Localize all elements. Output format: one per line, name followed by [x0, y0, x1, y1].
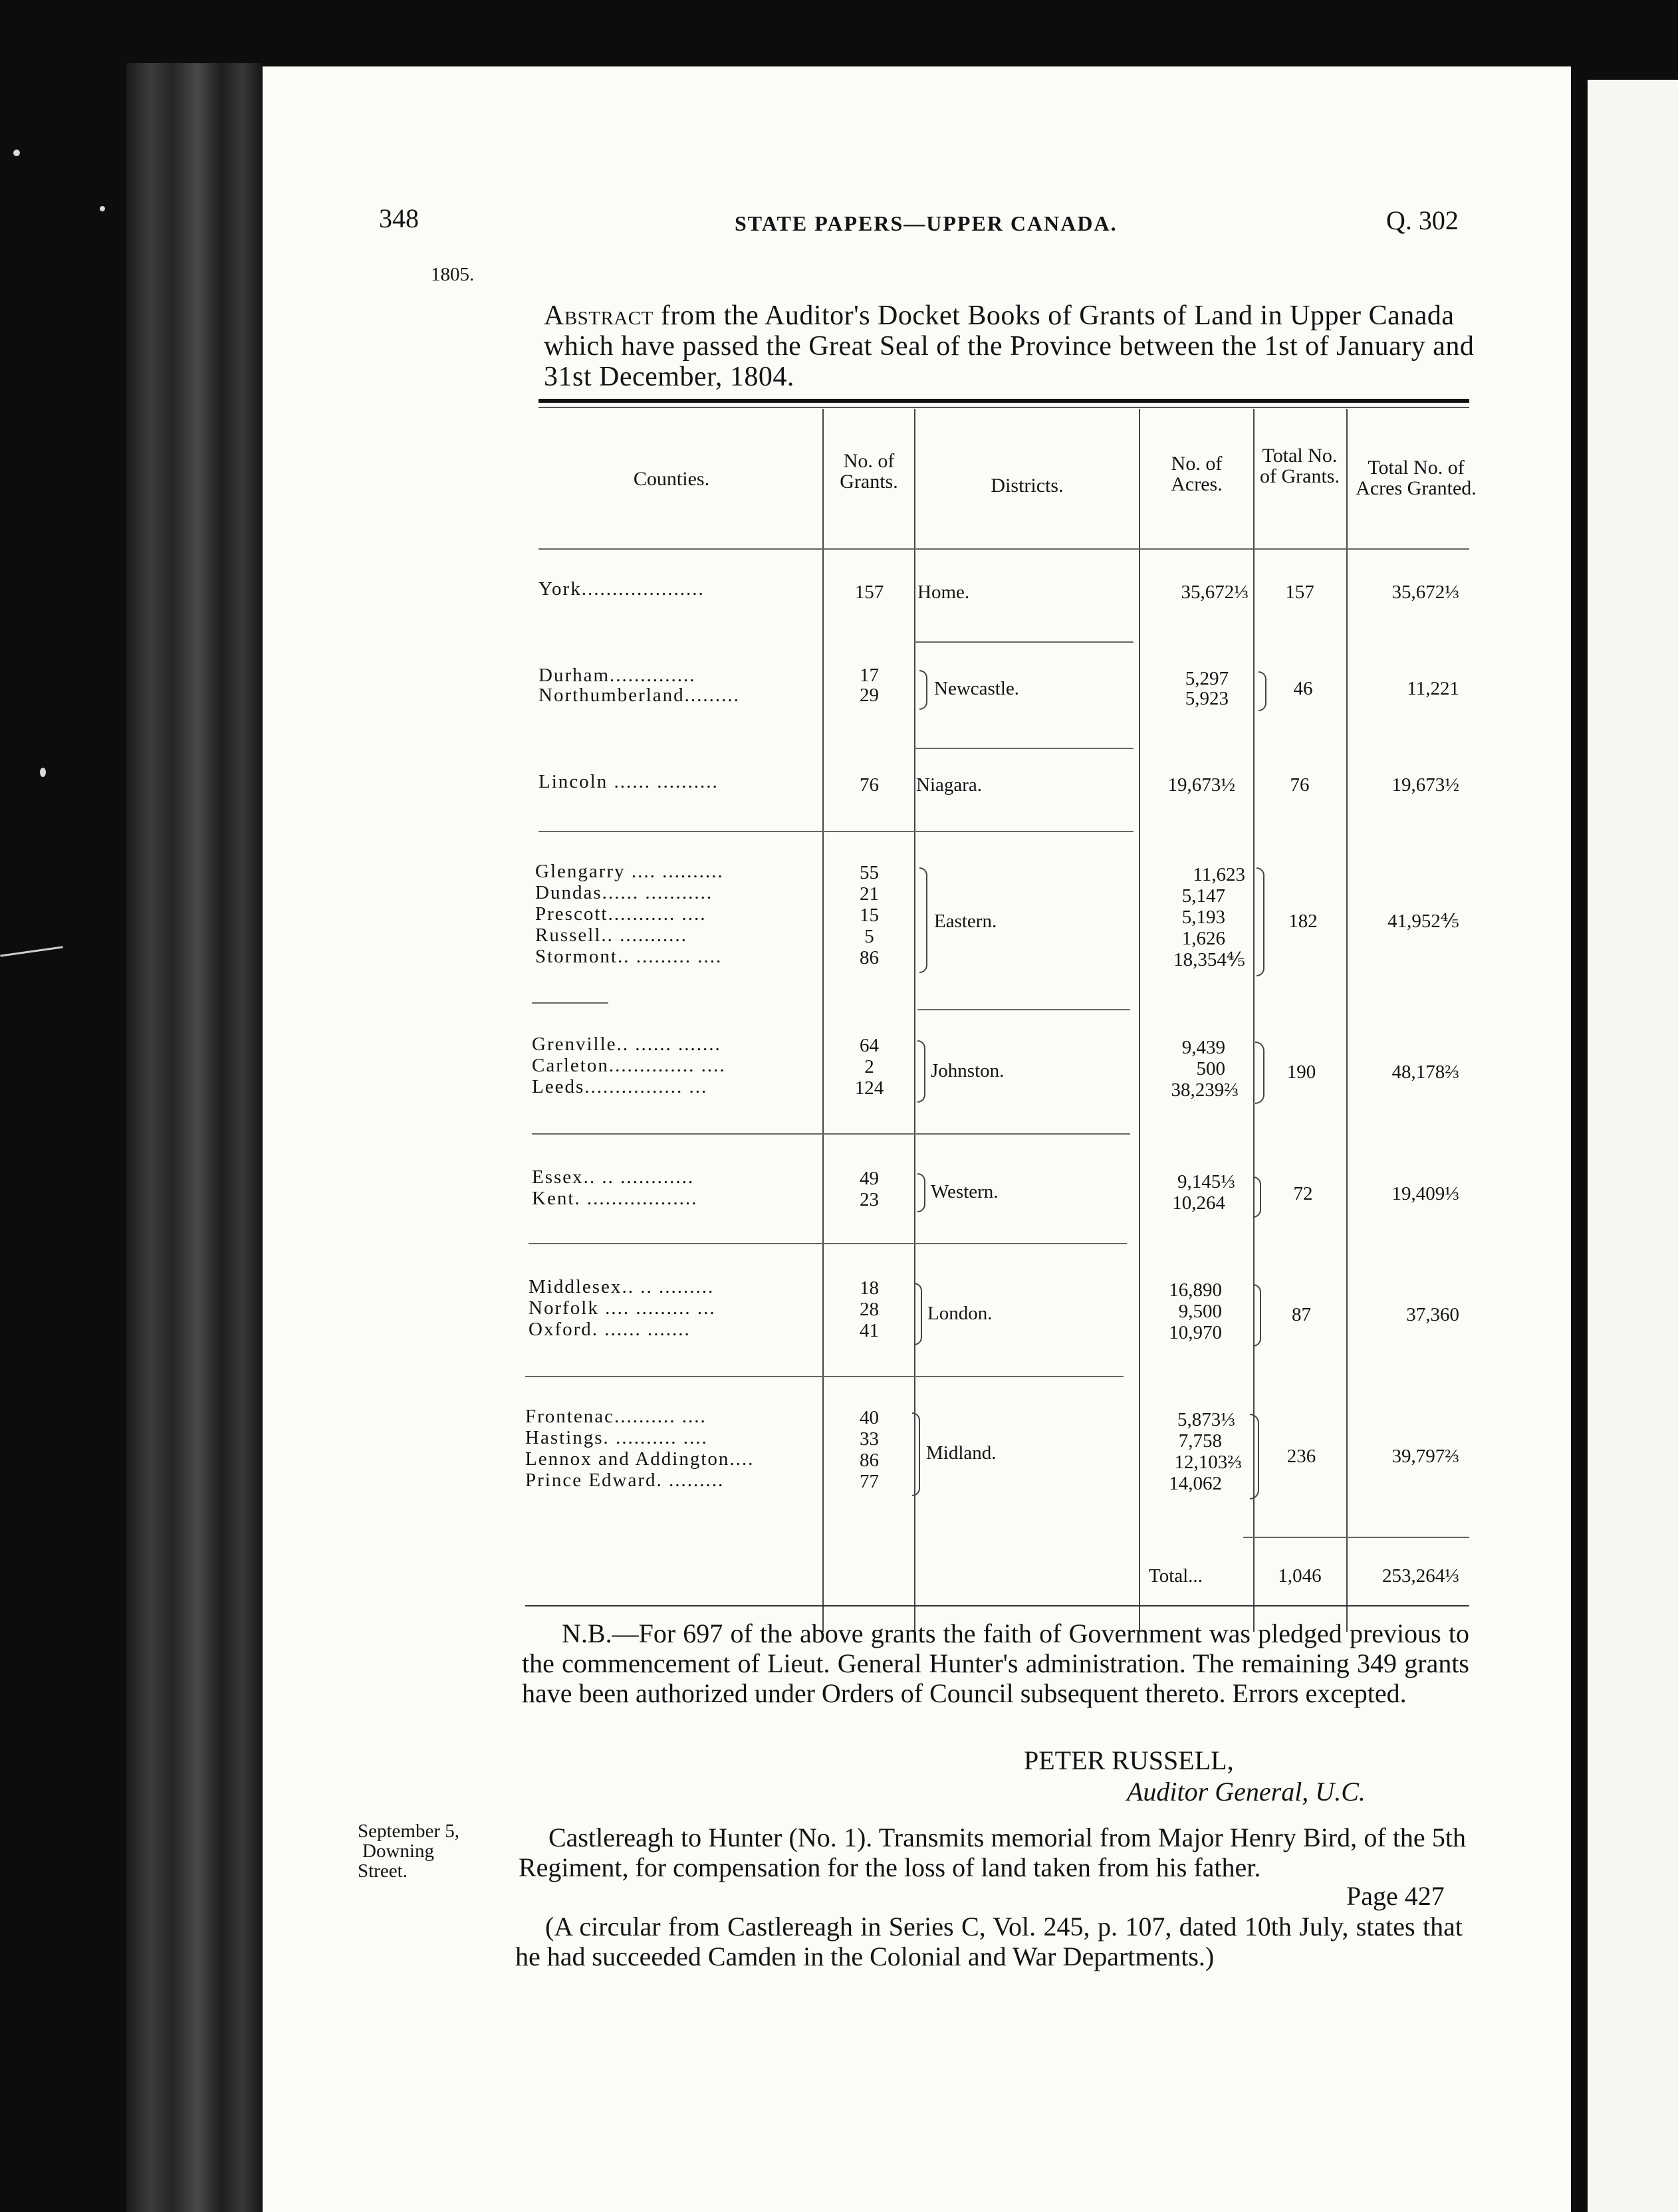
group-rule: [532, 1002, 608, 1004]
county-acres: 14,062: [1169, 1473, 1222, 1494]
district-name: Niagara.: [916, 774, 983, 796]
district-name: Eastern.: [934, 911, 997, 932]
document-reference: Q. 302: [1386, 205, 1459, 235]
header-grants: No. of Grants.: [840, 450, 898, 493]
group-total-acres: 41,952⅘: [1387, 911, 1459, 932]
book-spine: [126, 63, 263, 2212]
group-total-acres: 19,409⅓: [1391, 1183, 1459, 1204]
county-acres: 7,758: [1178, 1430, 1222, 1452]
county-grants: 40: [860, 1407, 879, 1428]
county-acres: 5,193: [1181, 907, 1225, 928]
county-label: Norfolk: [529, 1297, 599, 1319]
header-acres: No. of Acres.: [1171, 453, 1223, 495]
county-acres: 9,145⅓: [1177, 1171, 1235, 1192]
district-brace: [919, 867, 927, 973]
group-total-acres: 48,178⅔: [1391, 1061, 1459, 1083]
county-grants: 55: [860, 862, 879, 883]
abstract-heading: [544, 300, 1481, 392]
margin-date: September 5,: [358, 1821, 460, 1842]
column-rule: [1139, 409, 1140, 1632]
group-total-grants: 157: [1285, 582, 1314, 603]
county-grants: 64: [860, 1035, 879, 1056]
group-total-acres: 19,673½: [1391, 774, 1459, 796]
total-label: Total...: [1149, 1565, 1203, 1587]
county-acres: 11,623: [1193, 864, 1245, 885]
county-name: Northumberland.........: [539, 685, 740, 706]
page-number: 348: [379, 203, 419, 233]
group-total-grants: 87: [1292, 1304, 1311, 1325]
page-reference: Page 427: [1346, 1881, 1445, 1911]
group-total-grants: 46: [1293, 678, 1313, 699]
header-rule: [539, 548, 1469, 550]
county-label: Carleton: [532, 1055, 609, 1076]
county-label: Prince Edward: [525, 1470, 657, 1491]
county-name: Lennox and Addington....: [525, 1448, 755, 1470]
county-name: Leeds................ ...: [532, 1076, 708, 1097]
group-total-grants: 236: [1286, 1446, 1316, 1467]
signature-title: Auditor General, U.C.: [1127, 1777, 1366, 1807]
circular-note: (A circular from Castlereagh in Series C, Vol. 245, p. 107, dated 10th July, states that he had succeeded Camden in the Colonial and War Departments.): [515, 1912, 1463, 1971]
group-total-acres: 35,672⅓: [1391, 582, 1459, 603]
county-acres: 19,673½: [1167, 774, 1235, 796]
county-name: Oxford. ...... .......: [529, 1319, 691, 1340]
county-acres: 16,890: [1169, 1279, 1222, 1301]
district-brace: [917, 1040, 925, 1103]
adjacent-page-edge: [1588, 80, 1678, 2212]
county-name: Prince Edward. .........: [525, 1470, 725, 1491]
county-acres: 5,297: [1185, 668, 1229, 689]
margin-place: Downing: [362, 1840, 434, 1862]
group-rule: [529, 1243, 1127, 1244]
county-label: Northumberland: [539, 685, 685, 706]
county-label: Lennox and Addington: [525, 1448, 730, 1470]
entry-text: Castlereagh to Hunter (No. 1). Transmits memorial from Major Henry Bird, of the 5th Regiment, for compensation for the loss of land taken from his father.: [519, 1823, 1466, 1882]
county-name: Hastings. .......... ....: [525, 1427, 708, 1448]
county-name: Essex.. .. ............: [532, 1166, 695, 1188]
county-label: Dundas: [535, 882, 602, 903]
county-name: Russell.. ...........: [535, 925, 687, 946]
county-acres: 12,103⅔: [1174, 1452, 1242, 1473]
county-label: Oxford: [529, 1319, 592, 1340]
header-total-grants: Total No. of Grants.: [1260, 445, 1340, 487]
abstract-lead: Abstract: [544, 300, 654, 331]
county-grants: 49: [860, 1168, 879, 1189]
group-rule: [914, 748, 1134, 749]
county-grants: 28: [860, 1299, 879, 1320]
county-label: Durham: [539, 665, 610, 686]
header-districts: Districts.: [991, 475, 1064, 497]
district-name: Newcastle.: [934, 678, 1020, 699]
column-rule: [1346, 409, 1348, 1632]
county-acres: 38,239⅔: [1171, 1079, 1239, 1101]
acres-brace: [1253, 1176, 1261, 1218]
group-rule: [917, 1009, 1130, 1010]
county-label: Kent: [532, 1188, 575, 1209]
county-label: Grenville: [532, 1034, 617, 1055]
running-title: STATE PAPERS—UPPER CANADA.: [735, 211, 1118, 235]
district-name: Western.: [931, 1181, 999, 1202]
county-acres: 9,500: [1178, 1301, 1222, 1322]
county-label: Stormont: [535, 946, 618, 967]
scan-speck: [13, 150, 20, 156]
group-total-acres: 37,360: [1406, 1304, 1459, 1325]
county-acres: 10,264: [1172, 1192, 1225, 1214]
header-counties: Counties.: [633, 468, 710, 490]
group-rule: [539, 831, 1134, 832]
county-acres: 5,923: [1185, 688, 1229, 709]
total-rule: [1243, 1537, 1469, 1538]
county-label: Lincoln: [539, 771, 608, 792]
county-name: Durham..............: [539, 665, 696, 686]
group-total-grants: 72: [1293, 1183, 1313, 1204]
county-name: Prescott........... ....: [535, 903, 707, 925]
group-rule: [532, 1133, 1130, 1135]
county-grants: 21: [860, 883, 879, 905]
header-total-acres: Total No. of Acres Granted.: [1356, 457, 1477, 499]
county-label: Middlesex: [529, 1276, 622, 1297]
county-grants: 33: [860, 1428, 879, 1450]
county-grants: 15: [860, 905, 879, 926]
county-acres: 5,873⅓: [1177, 1409, 1235, 1430]
group-rule: [525, 1376, 1124, 1377]
county-name: Stormont.. ......... ....: [535, 946, 723, 967]
county-name: Grenville.. ...... .......: [532, 1034, 721, 1055]
nb-note: N.B.—For 697 of the above grants the faith of Government was pledged previous to the commencement of Lieut. General Hunter's administration. The remaining 349 grants have been authorized under Orders of Council subsequent thereto. Errors excepted.: [522, 1618, 1469, 1708]
county-grants: 124: [854, 1077, 884, 1099]
county-label: Frontenac: [525, 1406, 614, 1427]
signature: PETER RUSSELL,: [1024, 1745, 1234, 1775]
district-name: Midland.: [926, 1442, 997, 1464]
county-acres: 1,626: [1181, 928, 1225, 949]
county-name: Frontenac.......... ....: [525, 1406, 707, 1427]
county-acres: 18,354⅘: [1173, 949, 1245, 970]
column-rule: [822, 409, 824, 1632]
scan-scratch: [0, 946, 62, 956]
grand-total-acres: 253,264⅓: [1382, 1565, 1459, 1587]
county-grants: 41: [860, 1320, 879, 1341]
county-acres: 500: [1196, 1058, 1225, 1079]
group-rule: [914, 641, 1134, 643]
county-grants: 77: [860, 1471, 879, 1492]
group-total-grants: 76: [1290, 774, 1310, 796]
county-label: Russell: [535, 925, 602, 946]
table-bottom-rule: [525, 1605, 1469, 1606]
county-acres: 9,439: [1181, 1037, 1225, 1058]
district-name: Johnston.: [931, 1060, 1005, 1081]
title-rule-thin: [539, 407, 1469, 408]
margin-place: Street.: [358, 1860, 408, 1882]
county-label: Hastings: [525, 1427, 604, 1448]
district-brace: [919, 670, 927, 710]
county-grants: 18: [860, 1277, 879, 1299]
county-grants: 86: [860, 1450, 879, 1471]
grand-total-grants: 1,046: [1278, 1565, 1322, 1587]
county-name: York....................: [539, 578, 705, 600]
county-grants: 23: [860, 1189, 879, 1210]
county-name: Norfolk .... ......... ...: [529, 1297, 716, 1319]
county-label: York: [539, 578, 582, 600]
group-total-grants: 190: [1286, 1061, 1316, 1083]
district-brace: [912, 1412, 920, 1496]
acres-brace: [1250, 1414, 1259, 1499]
county-grants: 76: [860, 774, 879, 796]
group-total-acres: 11,221: [1407, 678, 1459, 699]
district-brace: [914, 1283, 922, 1345]
title-rule: [539, 399, 1469, 403]
county-name: Kent. ..................: [532, 1188, 698, 1209]
county-name: Glengarry .... ..........: [535, 861, 724, 882]
county-name: Carleton.............. ....: [532, 1055, 726, 1076]
abstract-text: from the Auditor's Docket Books of Grants of Land in Upper Canada which have passed the Great Seal of the Province between the 1st of January and 31st December, 1804.: [544, 300, 1475, 392]
county-grants: 157: [854, 582, 884, 603]
county-name: Dundas...... ...........: [535, 882, 713, 903]
scan-speck: [100, 206, 105, 211]
county-label: Essex: [532, 1166, 584, 1188]
county-acres: 5,147: [1181, 885, 1225, 907]
scan-speck: [40, 768, 46, 777]
district-brace: [917, 1173, 925, 1212]
county-acres: 10,970: [1169, 1322, 1222, 1343]
margin-year: 1805.: [431, 264, 475, 285]
county-name: Lincoln ...... ..........: [539, 771, 719, 792]
county-grants: 86: [860, 947, 879, 968]
district-name: London.: [927, 1303, 993, 1324]
county-label: Glengarry: [535, 861, 626, 882]
group-total-acres: 39,797⅔: [1391, 1446, 1459, 1467]
county-acres: 35,672⅓: [1181, 582, 1249, 603]
county-label: Prescott: [535, 903, 608, 925]
county-grants: 29: [860, 685, 879, 706]
county-label: Leeds: [532, 1076, 585, 1097]
district-name: Home.: [917, 582, 970, 603]
county-name: Middlesex.. .. .........: [529, 1276, 715, 1297]
county-grants: 17: [860, 665, 879, 686]
group-total-grants: 182: [1288, 911, 1318, 932]
county-grants: 5: [864, 926, 874, 947]
county-grants: 2: [864, 1056, 874, 1077]
